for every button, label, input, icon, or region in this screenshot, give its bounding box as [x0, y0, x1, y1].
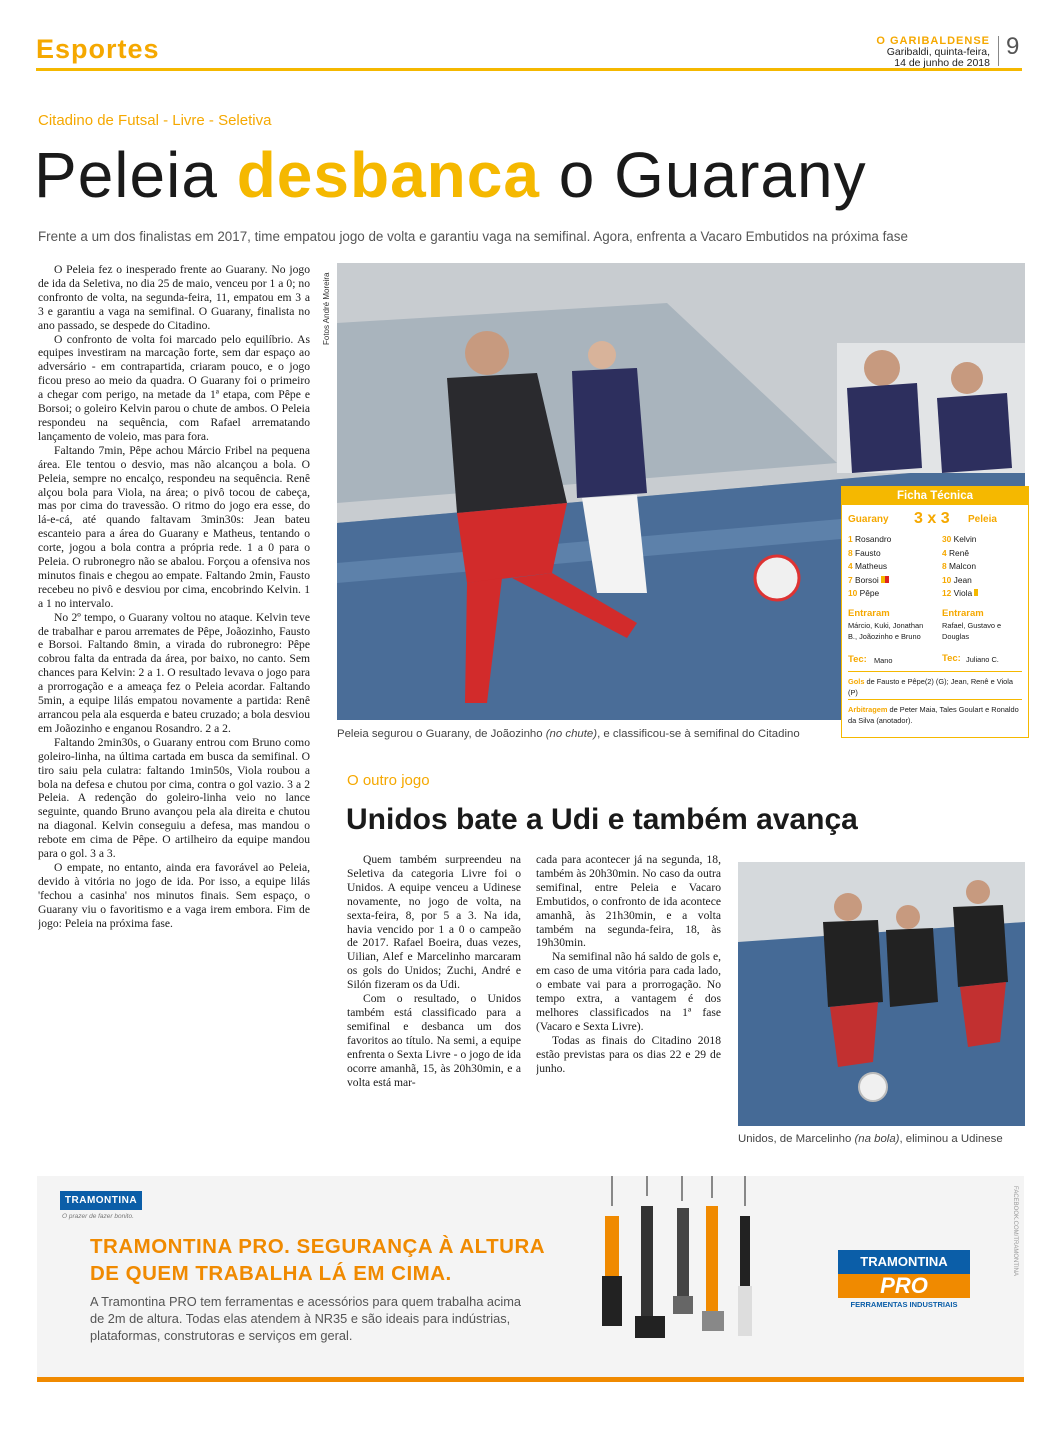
- paper-name: O GARIBALDENSE: [876, 35, 990, 47]
- team-1-subs: Márcio, Kuki, Jonathan B., Joãozinho e Bruno: [848, 621, 924, 641]
- caption-italic: (na bola): [854, 1133, 900, 1145]
- article-kicker: Citadino de Futsal - Livre - Seletiva: [38, 112, 272, 129]
- red-card-icon: [885, 576, 889, 583]
- date-line-1: Garibaldi, quinta-feira,: [886, 46, 990, 58]
- date-line-2: 14 de junho de 2018: [894, 57, 990, 69]
- caption-text: , eliminou a Udinese: [899, 1133, 1003, 1145]
- gols-label: Gols: [848, 677, 865, 686]
- caption-italic: (no chute): [545, 728, 598, 740]
- player-row: 7 Borsoi: [848, 574, 891, 588]
- paragraph: Quem também surpreendeu na Seletiva da categoria Livre foi o Unidos. A equipe venceu a Udinese novamente, no jogo de volta, na sexta-feira, 8, por 5 a 3. Na ida, havia vencido por 1 a 0 o campeão de 2017. Rafael Boeira, duas vezes, Uilian, Alef e Marcelinho marcaram os gols do Unidos; Zuchi, André e Silón fizeram os da Udi.: [347, 853, 521, 992]
- ad-side-url: FACEBOOK.COM/TRAMONTINA: [1012, 1186, 1018, 1277]
- article-column-1: [38, 263, 310, 1163]
- player-row: 12 Viola: [942, 587, 978, 601]
- futsal-photo-illustration: [738, 862, 1025, 1126]
- paragraph: Faltando 7min, Pêpe achou Márcio Fribel na pequena área. Ele tentou o desvio, mas não alcançou a bola. O Peleia, sempre no encalço, respondeu na sequência. Renê alçou bola para Viola, na área; o pivô tocou de cabeça, mas por cima do travessão. O ritmo do jogo era esse, do lá-e-cá, até quando faltavam 3min30s: Jean bateu escanteio para a área do Guarany e Matheus, tentando o corte, jogou a bola contra a própria rede. 1 a 0 para o Peleia. O rubronegro não se abalou. Forçou a ofensiva nos minutos finais e chegou ao empate. Faltando 2min, Fausto recebeu no pivô e desviou por cima, encobrindo Kelvin. 1 a 1 no intervalo.: [38, 443, 310, 610]
- player-row: 10 Pêpe: [848, 588, 880, 598]
- player-row: 10 Jean: [942, 574, 972, 585]
- paragraph: O empate, no entanto, ainda era favorável ao Peleia, devido à vitória no jogo de ida. Por isso, a equipe lilás 'fechou a casinha' nos minutos finais. Sem espaço, o Guarany viu o favoritismo e a vaga irem embora. Fim de jogo: Peleia na próxima fase.: [38, 860, 310, 930]
- article2-column-1: [347, 853, 521, 1153]
- caption-text: , e classificou-se à semifinal do Citadino: [597, 728, 800, 740]
- player-row: 8 Fausto: [848, 547, 881, 558]
- ficha-divider: [848, 699, 1022, 700]
- paragraph: No 2º tempo, o Guarany voltou no ataque. Kelvin teve de trabalhar e parou arremates de Pêpe, Joãozinho, Fausto e Borsoi. Faltando 8min, a virada do rubronegro: Pêpe cobrou falta da entrada da área, por baixo, no canto. Sem chances para Kelvin: 2 a 1. O resultado levava o jogo para a prorrogação e a ameaça fez o Peleia acordar. Faltando 5min, a equipe lilás empatou novamente a partida: Renê arrancou pela ala esquerda e bateu cruzado; a bola desviou em Joãozinho e enganou Rosandro. 2 a 2.: [38, 610, 310, 735]
- team-1-subs-label: Entraram: [848, 608, 890, 619]
- team-1-name: Guarany: [848, 514, 889, 525]
- ad-bottom-bar: [37, 1377, 1024, 1382]
- photo-credit: Fotos André Moreira: [322, 272, 331, 345]
- paragraph: O Peleia fez o inesperado frente ao Guarany. No jogo de ida da Seletiva, no dia 25 de maio, venceu por 1 a 0; no confronto de volta, na segunda-feira, 11, empatou em 3 a 3 e garantiu a vaga na semifinal. O Guarany, finalista no ano passado, se despede do Citadino.: [38, 263, 310, 332]
- ficha-gols: [848, 677, 1024, 698]
- paragraph: Faltando 2min30s, o Guarany entrou com Bruno como goleiro-linha, na última cartada em busca da semifinal. O tiro saiu pela culatra: faltando 1min50s, Viola roubou a bola na defesa e chutou por cima, contra o gol vazio. 3 a 2 Peleia. A redenção do goleiro-linha veio no lance seguinte, quando Bruno avançou pela ala direita e chutou na diagonal. Kelvin conseguiu a defesa, mas mandou o rebote em cima de Pêpe. O artilheiro da equipe mandou para o gol. 3 a 3.: [38, 735, 310, 861]
- team-2-subs-label: Entraram: [942, 608, 984, 619]
- headline-part-a: Peleia: [34, 139, 237, 211]
- player-row: 4 Matheus: [848, 561, 888, 571]
- team-2-coach-label: Tec:: [942, 653, 961, 664]
- headline-highlight: desbanca: [236, 139, 540, 211]
- player-row: 4 Renê: [942, 547, 970, 558]
- ad-tagline: O prazer de fazer bonito.: [62, 1213, 134, 1220]
- team-2-subs: Rafael, Gustavo e Douglas: [942, 621, 1002, 641]
- caption-text: Unidos, de Marcelinho: [738, 1133, 855, 1145]
- team-2-coach: Juliano C.: [966, 655, 999, 664]
- player-row: 30 Kelvin: [942, 534, 977, 544]
- article2-column-2: [536, 853, 721, 1153]
- player-row: 8 Malcon: [942, 561, 976, 571]
- score: 3 x 3: [914, 510, 950, 527]
- team-1-coach-label: Tec:: [848, 654, 867, 665]
- paragraph: O confronto de volta foi marcado pelo equilíbrio. As equipes investiram na marcação forte, sem dar espaço ao adversário - em contrapartida, criaram pouco, e o jogo ficou preso ao meio da quadra. O Guarany foi o primeiro a chegar com perigo, na metade da 1ª etapa, com Pêpe e Borsoi; o goleiro Kelvin parou o chute de ambos. O Peleia respondeu na sequência, com Rafael arrematando lançamento de voleio, mas para fora.: [38, 332, 310, 443]
- ficha-arbitragem: [848, 705, 1024, 726]
- page-number-divider: [998, 36, 999, 66]
- section-title: Esportes: [36, 34, 160, 64]
- team-1-lineup: [848, 533, 891, 601]
- tramontina-logo[interactable]: TRAMONTINA: [60, 1191, 142, 1210]
- second-photo-caption: [738, 1133, 1003, 1145]
- header-rule: [36, 68, 1022, 71]
- caption-text: Peleia segurou o Guarany, de Joãozinho: [337, 728, 546, 740]
- paragraph: cada para acontecer já na segunda, 18, também às 20h30min. No caso da outra semifinal, entre Peleia e Vacaro Embutidos, o confronto de ida acontece amanhã, às 21h30min, e a volta também na segunda-feira, 18, às 19h30min.: [536, 853, 721, 950]
- tramontina-pro-logo[interactable]: [838, 1250, 970, 1322]
- arbitragem-label: Arbitragem: [848, 705, 888, 714]
- second-photo: [738, 862, 1025, 1126]
- pro-logo-bottom: FERRAMENTAS INDUSTRIAIS: [850, 1300, 958, 1309]
- yellow-card-icon: [974, 589, 978, 596]
- pro-logo-mid: PRO: [838, 1274, 970, 1298]
- ad-headline-line-1: TRAMONTINA PRO. SEGURANÇA À ALTURA: [90, 1235, 546, 1258]
- team-2-name: Peleia: [968, 514, 997, 525]
- paragraph: Com o resultado, o Unidos também está classificado para a semifinal e desbanca um dos favoritos ao título. Na semi, a equipe enfrenta o Sexta Livre - o jogo de ida ocorre amanhã, 15, às 20h30min, e a volta está mar-: [347, 992, 521, 1089]
- pro-logo-top: TRAMONTINA: [838, 1250, 970, 1274]
- page-number: 9: [1006, 33, 1020, 60]
- headline-part-c: o Guarany: [539, 139, 867, 211]
- team-1-coach: Mano: [874, 656, 893, 665]
- ad-headline-line-2: DE QUEM TRABALHA LÁ EM CIMA.: [90, 1262, 452, 1285]
- ficha-tecnica-box: [841, 486, 1029, 738]
- paragraph: Na semifinal não há saldo de gols e, em caso de uma vitória para cada lado, o embate vai para a prorrogação. No tempo extra, a vantagem é dos melhores classificados na 1ª fase (Vacaro e Sexta Livre).: [536, 950, 721, 1033]
- article-deck: Frente a um dos finalistas em 2017, time empatou jogo de volta e garantiu vaga na semifinal. Agora, enfrenta a Vacaro Embutidos na próxima fase: [38, 229, 908, 244]
- masthead: [876, 36, 990, 69]
- ficha-scoreline: [848, 511, 1022, 529]
- ad-body-text: A Tramontina PRO tem ferramentas e acessórios para quem trabalha acima de 2m de altura. Todas elas atendem à NR35 e são ideais para indústrias, plataformas, construtoras e serviços em geral.: [90, 1294, 522, 1343]
- gols-text: de Fausto e Pêpe(2) (G); Jean, Renê e Viola (P): [848, 677, 1014, 697]
- article2-headline: Unidos bate a Udi e também avança: [346, 803, 858, 836]
- paragraph: Todas as finais do Citadino 2018 estão previstas para os dias 22 e 29 de junho.: [536, 1033, 721, 1075]
- team-2-lineup: [942, 533, 978, 601]
- ficha-divider: [848, 671, 1022, 672]
- player-row: 1 Rosandro: [848, 534, 892, 544]
- arbitragem-text: de Peter Maia, Tales Goulart e Ronaldo da Silva (anotador).: [848, 705, 1019, 725]
- article-headline: [34, 135, 867, 215]
- article2-kicker: O outro jogo: [347, 772, 430, 789]
- main-photo-caption: [337, 728, 800, 740]
- ficha-title: Ficha Técnica: [842, 487, 1028, 505]
- tools-illustration: [597, 1176, 777, 1377]
